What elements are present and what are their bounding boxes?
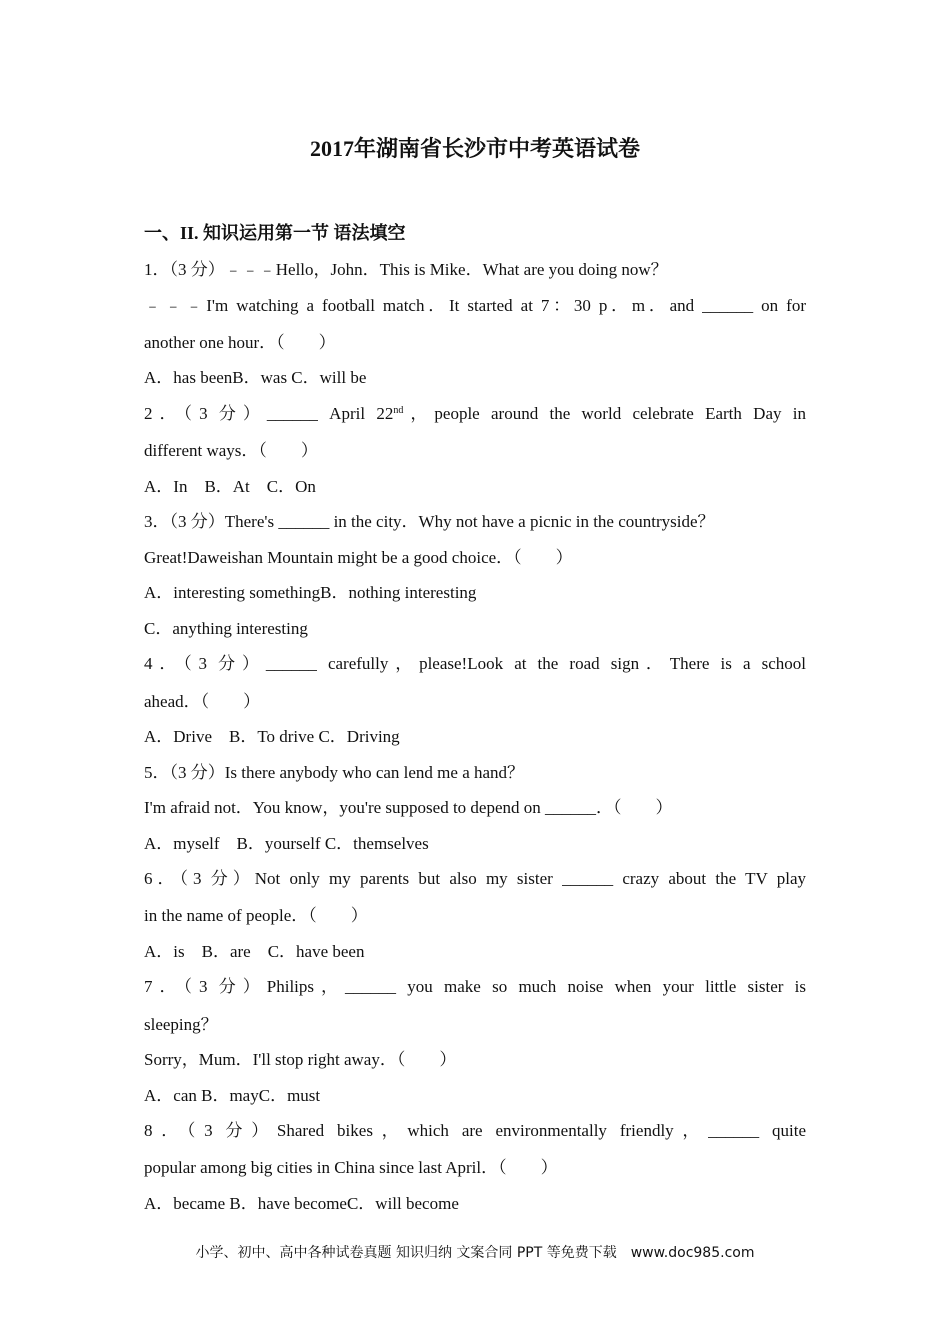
question-7-options: A．can B．mayC．must [144, 1086, 321, 1105]
question-7-line-1: 7．（3 分）Philips，______ you make so much noise when your little sister is [144, 977, 806, 996]
question-1-options: A．has beenB．was C．will be [144, 368, 367, 387]
question-7-line-2: sleeping？ [144, 1015, 218, 1034]
question-2-line-1 [144, 402, 806, 426]
question-3-options-2: C．anything interesting [144, 619, 308, 638]
question-5-line-2: I'm afraid not．You know，you're supposed to depend on ______．（ ） [144, 798, 673, 817]
page-title: 2017年湖南省长沙市中考英语试卷 [309, 136, 640, 161]
question-6-line-1: 6．（3 分）Not only my parents but also my sister ______ crazy about the TV play [144, 869, 806, 888]
page-footer: 小学、初中、高中各种试卷真题 知识归纳 文案合同 PPT 等免费下载 www.doc985.com [195, 1245, 755, 1261]
question-2-text-pre: 2．（3 分）______ April 22 [144, 404, 394, 423]
question-3-line-2: Great!Daweishan Mountain might be a good choice．（ ） [144, 548, 573, 567]
question-4-options: A．Drive B．To drive C．Driving [144, 727, 400, 746]
question-7-line-3: Sorry，Mum．I'll stop right away．（ ） [144, 1050, 457, 1069]
question-4-line-1: 4．（3 分）______ carefully，please!Look at the road sign．There is a school [144, 654, 806, 673]
question-1-line-3: another one hour．（ ） [144, 333, 336, 352]
question-2-line-2: different ways．（ ） [144, 441, 318, 460]
question-5-line-1: 5．（3 分）Is there anybody who can lend me a hand？ [144, 763, 525, 782]
question-8-line-1: 8．（3 分）Shared bikes，which are environmentally friendly，______ quite [144, 1121, 806, 1140]
question-6-options: A．is B．are C．have been [144, 942, 365, 961]
question-5-options: A．myself B．yourself C．themselves [144, 834, 429, 853]
question-1-line-2: ﹣﹣﹣I'm watching a football match．It started at 7：30 p．m．and ______ on for [144, 296, 806, 315]
question-8-line-2: popular among big cities in China since last April．（ ） [144, 1158, 558, 1177]
question-2-text-post: ，people around the world celebrate Earth Day in [403, 404, 806, 423]
section-heading: 一、II. 知识运用第一节 语法填空 [144, 223, 406, 243]
question-8-options: A．became B．have becomeC．will become [144, 1194, 459, 1213]
question-2-superscript: nd [393, 405, 404, 416]
question-3-line-1: 3．（3 分）There's ______ in the city．Why not have a picnic in the countryside？ [144, 512, 715, 531]
question-6-line-2: in the name of people．（ ） [144, 906, 368, 925]
question-1-line-1: 1．（3 分）﹣﹣﹣Hello，John．This is Mike．What are you doing now？ [144, 260, 668, 279]
question-4-line-2: ahead．（ ） [144, 692, 261, 711]
question-3-options-1: A．interesting somethingB．nothing interesting [144, 583, 477, 602]
question-2-options: A．In B．At C．On [144, 477, 316, 496]
